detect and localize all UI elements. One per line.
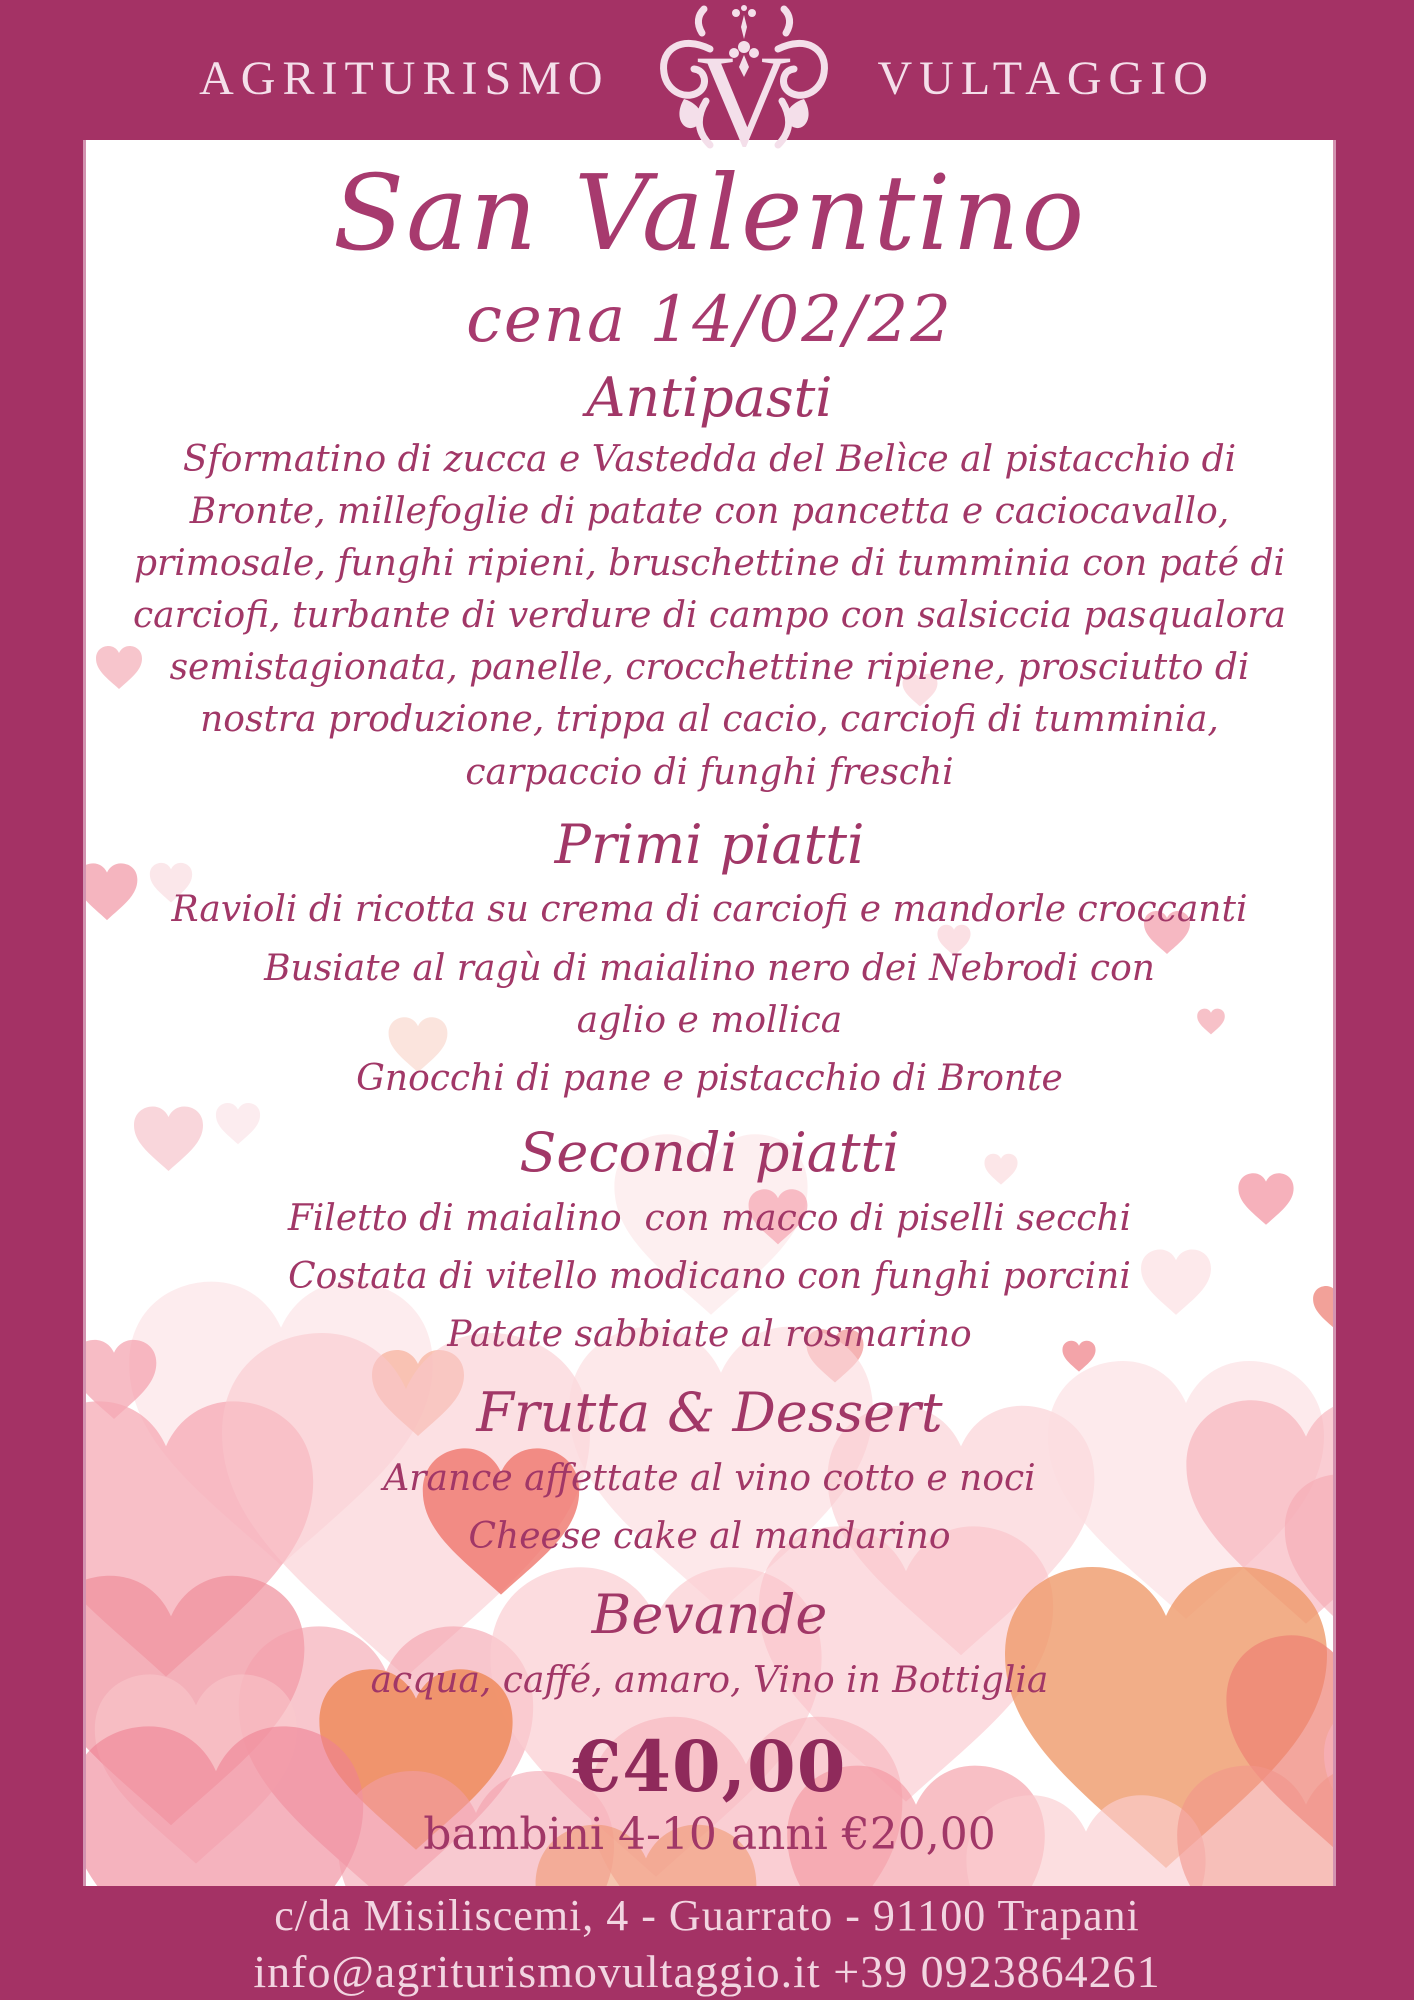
menu-body <box>86 140 1333 1886</box>
brand-right-text: VULTAGGIO <box>877 51 1215 105</box>
section-heading-secondi: Secondi piatti <box>519 1121 900 1185</box>
section-heading-antipasti: Antipasti <box>586 366 833 429</box>
menu-item: Patate sabbiate al rosmarino <box>447 1313 972 1355</box>
menu-item: Costata di vitello modicano con funghi porcini <box>288 1255 1131 1297</box>
brand-left-text: AGRITURISMO <box>199 51 610 105</box>
v-monogram-svg <box>644 5 844 174</box>
event-subtitle: cena 14/02/22 <box>466 283 953 357</box>
adult-price: €40,00 <box>572 1724 847 1808</box>
event-title: San Valentino <box>332 152 1087 274</box>
menu-item: Arance affettate al vino cotto e noci <box>383 1457 1036 1499</box>
menu-item: Filetto di maialino con macco di piselli secchi <box>287 1197 1132 1239</box>
menu-item: Cheese cake al mandarino <box>468 1515 951 1557</box>
menu-item: Sformatino di zucca e Vastedda del Belìce al pistacchio di Bronte, millefoglie di patate con pancetta e caciocavallo, primosale, funghi ripieni, bruschettine di tumminia con paté di carciofi, turbante di verdure di campo con salsiccia pasqualora semistagionata, panelle, crocchettine ripiene, prosciutto di nostra produzione, trippa al cacio, carciofi di tumminia, carpaccio di funghi freschi <box>132 438 1298 793</box>
footer-contact: info@agriturismovultaggio.it +39 0923864261 <box>253 1945 1161 1997</box>
v-monogram-icon <box>644 5 844 174</box>
brand-band <box>0 0 1414 174</box>
section-heading-frutta-dessert: Frutta & Dessert <box>476 1381 943 1445</box>
footer-address: c/da Misiliscemi, 4 - Guarrato - 91100 Trapani <box>274 1891 1140 1940</box>
menu-item: Gnocchi di pane e pistacchio di Bronte <box>356 1057 1063 1099</box>
monogram-letter: V <box>695 27 792 174</box>
menu-item: Busiate al ragù di maialino nero dei Nebrodi con aglio e mollica <box>264 947 1167 1041</box>
children-price: bambini 4-10 anni €20,00 <box>423 1809 996 1861</box>
menu-item: Ravioli di ricotta su crema di carciofi e mandorle croccanti <box>171 889 1248 931</box>
menu-item: acqua, caffé, amaro, Vino in Bottiglia <box>370 1659 1049 1701</box>
menu-sheet <box>86 140 1333 1886</box>
section-heading-bevande: Bevande <box>591 1583 828 1646</box>
footer-band <box>0 1886 1414 2000</box>
section-heading-primi: Primi piatti <box>554 812 865 876</box>
